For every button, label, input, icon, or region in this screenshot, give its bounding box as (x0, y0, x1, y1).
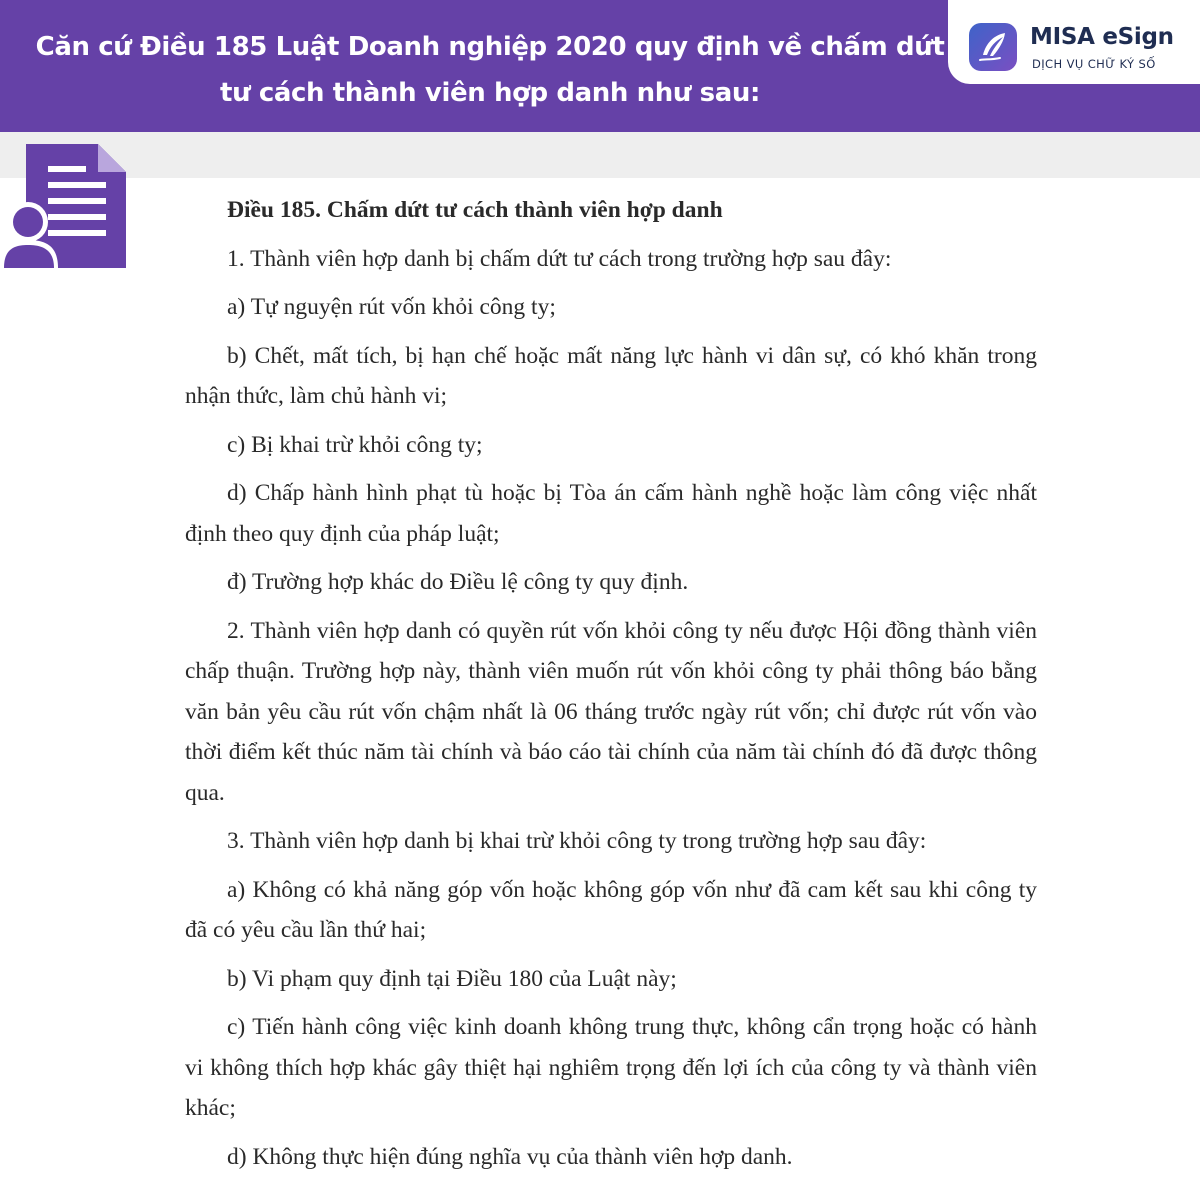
clause-2: 2. Thành viên hợp danh có quyền rút vốn khỏi công ty nếu được Hội đồng thành viên chấp thuận. Trường hợp này, thành viên muốn rút vốn khỏi công ty phải thông báo bằng văn bản yêu cầu rút vốn chậm nhất là 06 tháng trước ngày rút vốn; chỉ được rút vốn vào thời điểm kết thúc năm tài chính và báo cáo tài chính của năm tài chính đó đã được thông qua. (185, 617, 1037, 806)
feather-pen-icon (968, 22, 1018, 72)
title-line-2: tư cách thành viên hợp danh như sau: (220, 78, 760, 108)
clause-3d: d) Không thực hiện đúng nghĩa vụ của thành viên hợp danh. (227, 1143, 793, 1170)
law-article (185, 190, 1037, 1185)
page-title (30, 24, 950, 116)
brand-name: MISA eSign (1030, 24, 1174, 50)
clause-1a: a) Tự nguyện rút vốn khỏi công ty; (227, 294, 556, 320)
clause-1dd: đ) Trường hợp khác do Điều lệ công ty quy định. (227, 569, 689, 595)
clause-1b: b) Chết, mất tích, bị hạn chế hoặc mất năng lực hành vi dân sự, có khó khăn trong nhận thức, làm chủ hành vi; (185, 342, 1037, 409)
clause-1d: d) Chấp hành hình phạt tù hoặc bị Tòa án cấm hành nghề hoặc làm công việc nhất định theo quy định của pháp luật; (185, 480, 1037, 547)
clause-3b: b) Vi phạm quy định tại Điều 180 của Luật này; (227, 965, 677, 992)
brand-tagline: DỊCH VỤ CHỮ KÝ SỐ (1032, 57, 1156, 71)
document-person-icon (0, 144, 128, 272)
clause-1: 1. Thành viên hợp danh bị chấm dứt tư cách trong trường hợp sau đây: (227, 245, 892, 272)
clause-1c: c) Bị khai trừ khỏi công ty; (227, 431, 483, 458)
clause-3: 3. Thành viên hợp danh bị khai trừ khỏi công ty trong trường hợp sau đây: (227, 828, 927, 854)
header-underlay (0, 132, 1200, 178)
article-title: Điều 185. Chấm dứt tư cách thành viên hợp danh (227, 197, 723, 223)
clause-3c: c) Tiến hành công việc kinh doanh không trung thực, không cẩn trọng hoặc có hành vi không thích hợp khác gây thiệt hại nghiêm trọng đến lợi ích của công ty và thành viên khác; (185, 1014, 1037, 1121)
title-line-1: Căn cứ Điều 185 Luật Doanh nghiệp 2020 quy định về chấm dứt (35, 32, 945, 62)
clause-3a: a) Không có khả năng góp vốn hoặc không góp vốn như đã cam kết sau khi công ty đã có yêu cầu lần thứ hai; (185, 876, 1037, 943)
brand-logo (948, 0, 1200, 84)
